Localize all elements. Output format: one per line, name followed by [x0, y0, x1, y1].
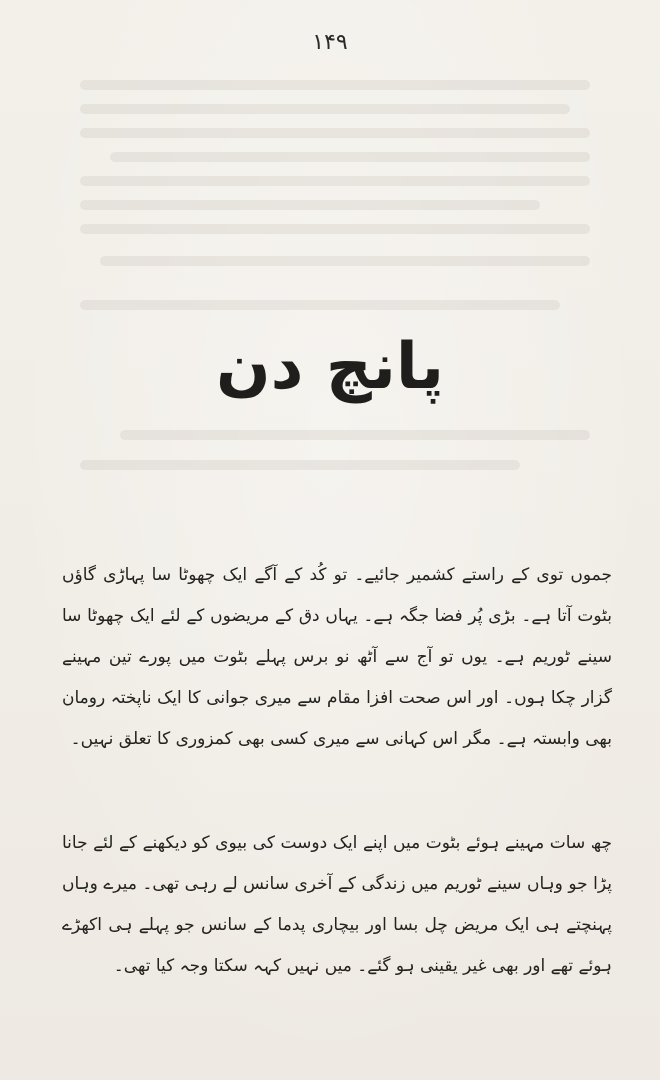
bleed-through-line [120, 430, 590, 440]
bleed-through-line [80, 200, 540, 210]
bleed-through-line [80, 128, 590, 138]
bleed-through-line [80, 460, 520, 470]
body-paragraph-2: چھ سات مہینے ہوئے بٹوت میں اپنے ایک دوست کی بیوی کو دیکھنے کے لئے جانا پڑا جو وہاں سینے ٹوریم میں زندگی کے آخری سانس لے رہی تھی۔ میرے وہاں پہنچتے ہی ایک مریض چل بسا اور بیچاری پدما کے سانس جو پہلے ہی اکھڑے ہوئے تھے اور بھی غیر یقینی ہو گئے۔ میں نہیں کہہ سکتا وجہ کیا تھی۔ [62, 833, 612, 976]
bleed-through-line [80, 104, 570, 114]
bleed-through-line [100, 256, 590, 266]
bleed-through-line [80, 224, 590, 234]
chapter-title: پانچ دن [216, 330, 444, 404]
bleed-through-line [80, 300, 560, 310]
bleed-through-line [80, 176, 590, 186]
body-paragraph-1: جموں توی کے راستے کشمیر جائیے۔ تو کُد کے آگے ایک چھوٹا سا پہاڑی گاؤں بٹوت آتا ہے۔ بڑی پُر فضا جگہ ہے۔ یہاں دق کے مریضوں کے لئے ایک چھوٹا سا سینے ٹوریم ہے۔ یوں تو آج سے آٹھ نو برس پہلے بٹوت میں پورے تین مہینے گزار چکا ہوں۔ اور اس صحت افزا مقام سے میری جوانی کا ایک ناپختہ رومان بھی وابستہ ہے۔ مگر اس کہانی سے میری کسی بھی کمزوری کا تعلق نہیں۔ [62, 565, 612, 749]
bleed-through-line [110, 152, 590, 162]
page-number: ۱۴۹ [312, 30, 348, 55]
bleed-through-line [80, 80, 590, 90]
